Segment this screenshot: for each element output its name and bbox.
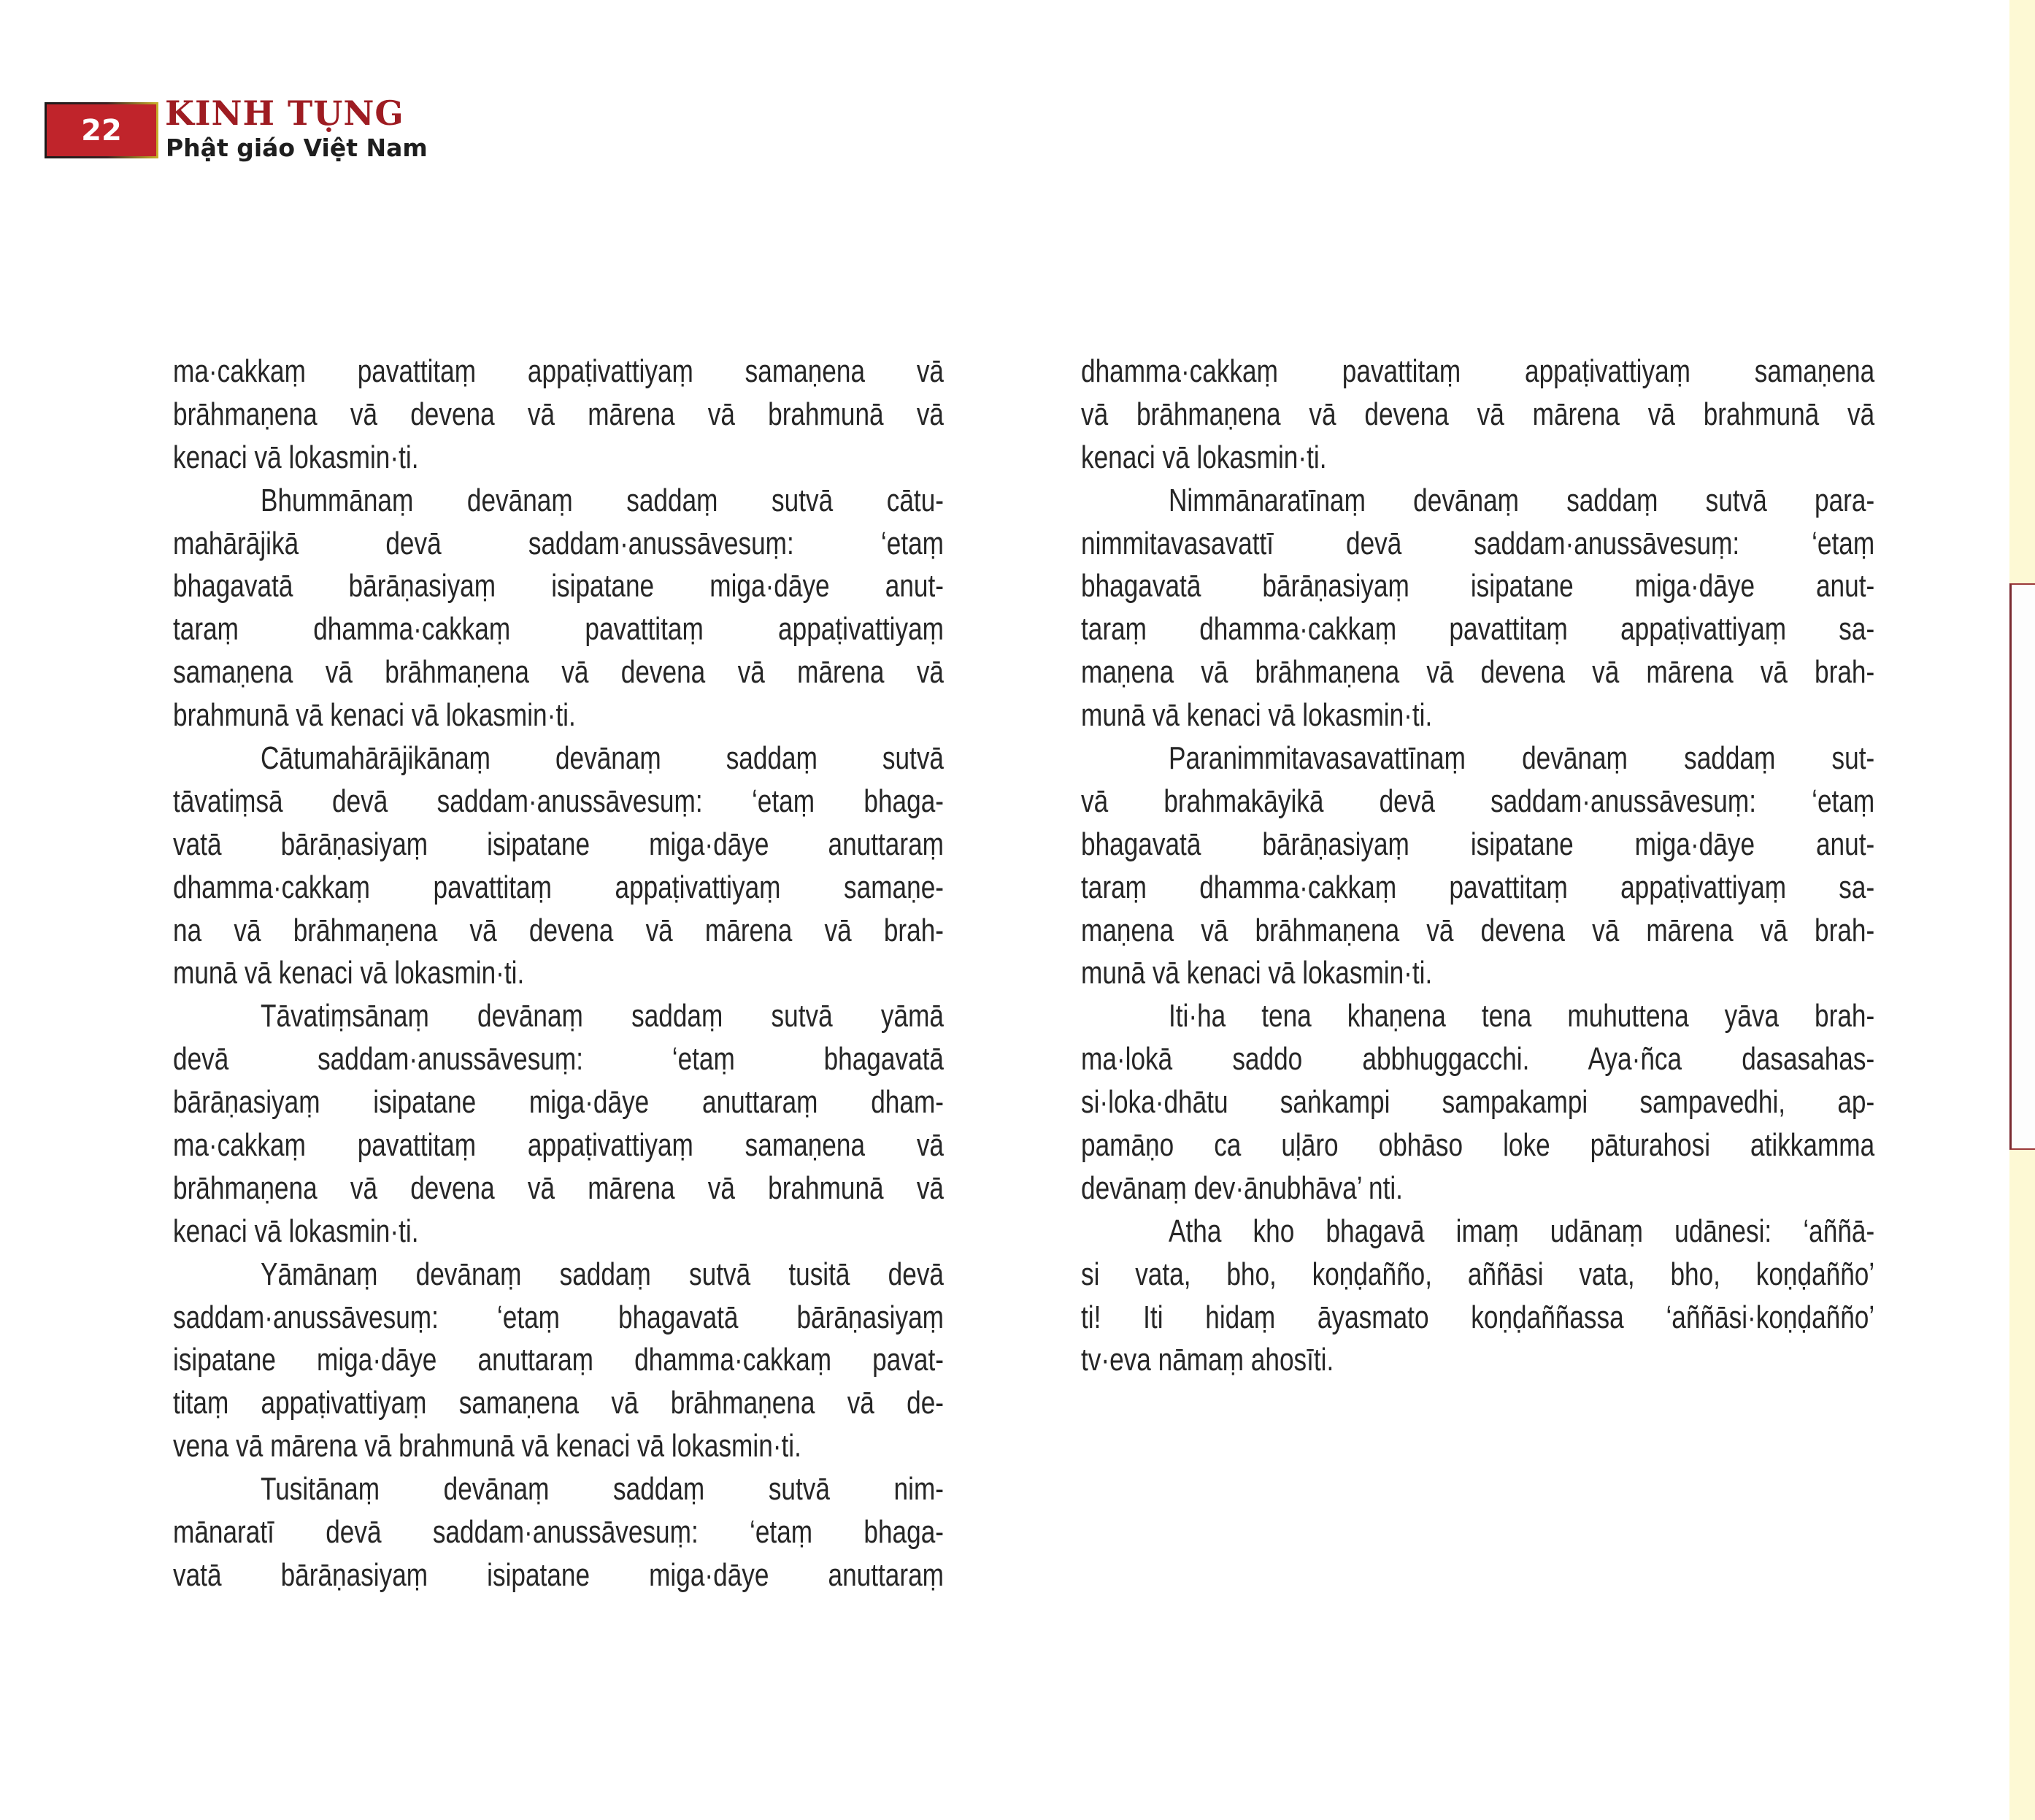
text-line: na vā brāhmaṇena vā devena vā mārena vā brah-: [173, 912, 944, 948]
text-line: ti! Iti hidaṃ āyasmato koṇḍaññassa ‘aññāsi·koṇḍañño’: [1081, 1299, 1875, 1335]
text-line: Atha kho bhagavā imaṃ udānaṃ udānesi: ‘aññā-: [1169, 1213, 1875, 1249]
text-line: devā saddam·anussāvesuṃ: ‘etaṃ bhagavatā: [173, 1041, 944, 1078]
text-line: isipatane miga·dāye anuttaraṃ dhamma·cakkaṃ pavat-: [173, 1342, 944, 1378]
book-title: KINH TỤNG: [165, 93, 404, 133]
text-line: maṇena vā brāhmaṇena vā devena vā mārena vā brah-: [1081, 654, 1875, 691]
text-line: vatā bārāṇasiyaṃ isipatane miga·dāye anuttaraṃ: [173, 1556, 944, 1593]
text-line: pamāṇo ca uḷāro obhāso loke pāturahosi atikkamma: [1081, 1127, 1875, 1164]
text-line: taraṃ dhamma·cakkaṃ pavattitaṃ appaṭivattiyaṃ sa-: [1081, 611, 1875, 648]
text-line: mānaratī devā saddam·anussāvesuṃ: ‘etaṃ bhaga-: [173, 1514, 944, 1551]
text-line: devānaṃ dev·ānubhāva’ nti.: [1081, 1170, 1403, 1206]
text-line: kenaci vā lokasmin·ti.: [1081, 439, 1327, 475]
paragraph: [1081, 737, 1874, 995]
text-line: ma·cakkaṃ pavattitaṃ appaṭivattiyaṃ samaṇena vā: [173, 353, 944, 389]
text-line: nimmitavasavattī devā saddam·anussāvesuṃ: ‘etaṃ: [1081, 525, 1875, 561]
text-line: Paranimmitavasavattīnaṃ devānaṃ saddaṃ sut-: [1169, 740, 1875, 777]
page-number: 22: [47, 104, 156, 156]
paragraph: [173, 1468, 944, 1597]
text-line: mahārājikā devā saddam·anussāvesuṃ: ‘etaṃ: [173, 525, 944, 561]
text-column-right: [1081, 350, 1874, 1382]
text-line: munā vā kenaci vā lokasmin·ti.: [1081, 955, 1433, 991]
text-line: maṇena vā brāhmaṇena vā devena vā mārena vā brah-: [1081, 912, 1875, 948]
text-line: saddam·anussāvesuṃ: ‘etaṃ bhagavatā bārāṇasiyaṃ: [173, 1299, 944, 1335]
text-line: munā vā kenaci vā lokasmin·ti.: [1081, 697, 1433, 734]
text-line: bārāṇasiyaṃ isipatane miga·dāye anuttaraṃ dham-: [173, 1084, 944, 1121]
text-line: kenaci vā lokasmin·ti.: [173, 439, 419, 475]
paragraph: [173, 995, 944, 1253]
text-line: tāvatiṃsā devā saddam·anussāvesuṃ: ‘etaṃ bhaga-: [173, 783, 944, 819]
paragraph: [1081, 995, 1874, 1210]
text-line: vā brāhmaṇena vā devena vā mārena vā brahmunā vā: [1081, 396, 1875, 432]
paragraph: [1081, 1210, 1874, 1383]
text-line: vā brahmakāyikā devā saddam·anussāvesuṃ: ‘etaṃ: [1081, 783, 1875, 819]
text-line: Cātumahārājikānaṃ devānaṃ saddaṃ sutvā: [261, 740, 944, 777]
paragraph: [173, 350, 944, 480]
paragraph: [1081, 480, 1874, 737]
text-line: taraṃ dhamma·cakkaṃ pavattitaṃ appaṭivattiyaṃ: [173, 611, 944, 648]
text-line: bhagavatā bārāṇasiyaṃ isipatane miga·dāye anut-: [1081, 568, 1875, 604]
chapter-side-tab: [2009, 583, 2035, 1150]
text-line: dhamma·cakkaṃ pavattitaṃ appaṭivattiyaṃ samaṇena: [1081, 353, 1875, 389]
text-line: brahmunā vā kenaci vā lokasmin·ti.: [173, 697, 576, 734]
text-line: titaṃ appaṭivattiyaṃ samaṇena vā brāhmaṇena vā de-: [173, 1385, 944, 1421]
text-column-left: [173, 350, 944, 1597]
text-line: bhagavatā bārāṇasiyaṃ isipatane miga·dāye anut-: [173, 568, 944, 604]
text-line: tv·eva nāmaṃ ahosīti.: [1081, 1342, 1334, 1378]
text-line: Yāmānaṃ devānaṃ saddaṃ sutvā tusitā devā: [261, 1256, 944, 1292]
text-line: Iti·ha tena khaṇena tena muhuttena yāva brah-: [1169, 998, 1875, 1034]
paragraph: [173, 737, 944, 995]
text-line: dhamma·cakkaṃ pavattitaṃ appaṭivattiyaṃ samaṇe-: [173, 869, 944, 905]
text-line: brāhmaṇena vā devena vā mārena vā brahmunā vā: [173, 1170, 944, 1206]
text-line: Tusitānaṃ devānaṃ saddaṃ sutvā nim-: [261, 1471, 944, 1508]
text-line: Nimmānaratīnaṃ devānaṃ saddaṃ sutvā para-: [1169, 482, 1875, 518]
page-number-badge: [45, 102, 158, 158]
text-line: taraṃ dhamma·cakkaṃ pavattitaṃ appaṭivattiyaṃ sa-: [1081, 869, 1875, 905]
text-line: brāhmaṇena vā devena vā mārena vā brahmunā vā: [173, 396, 944, 432]
text-line: ma·lokā saddo abbhuggacchi. Aya·ñca dasasahas-: [1081, 1041, 1875, 1078]
text-line: vena vā mārena vā brahmunā vā kenaci vā lokasmin·ti.: [173, 1428, 801, 1464]
text-line: bhagavatā bārāṇasiyaṃ isipatane miga·dāye anut-: [1081, 826, 1875, 862]
text-line: Bhummānaṃ devānaṃ saddaṃ sutvā cātu-: [261, 482, 944, 518]
text-line: samaṇena vā brāhmaṇena vā devena vā mārena vā: [173, 654, 944, 691]
text-line: si vata, bho, koṇḍañño, aññāsi vata, bho, koṇḍañño’: [1081, 1256, 1875, 1292]
text-line: kenaci vā lokasmin·ti.: [173, 1213, 419, 1249]
book-subtitle: Phật giáo Việt Nam: [166, 134, 428, 162]
text-line: Tāvatiṃsānaṃ devānaṃ saddaṃ sutvā yāmā: [261, 998, 944, 1034]
paragraph: [1081, 350, 1874, 480]
text-line: munā vā kenaci vā lokasmin·ti.: [173, 955, 525, 991]
paragraph: [173, 1253, 944, 1468]
text-line: si·loka·dhātu saṅkampi sampakampi sampavedhi, ap-: [1081, 1084, 1875, 1121]
text-line: ma·cakkaṃ pavattitaṃ appaṭivattiyaṃ samaṇena vā: [173, 1127, 944, 1164]
paragraph: [173, 480, 944, 737]
text-line: vatā bārāṇasiyaṃ isipatane miga·dāye anuttaraṃ: [173, 826, 944, 862]
